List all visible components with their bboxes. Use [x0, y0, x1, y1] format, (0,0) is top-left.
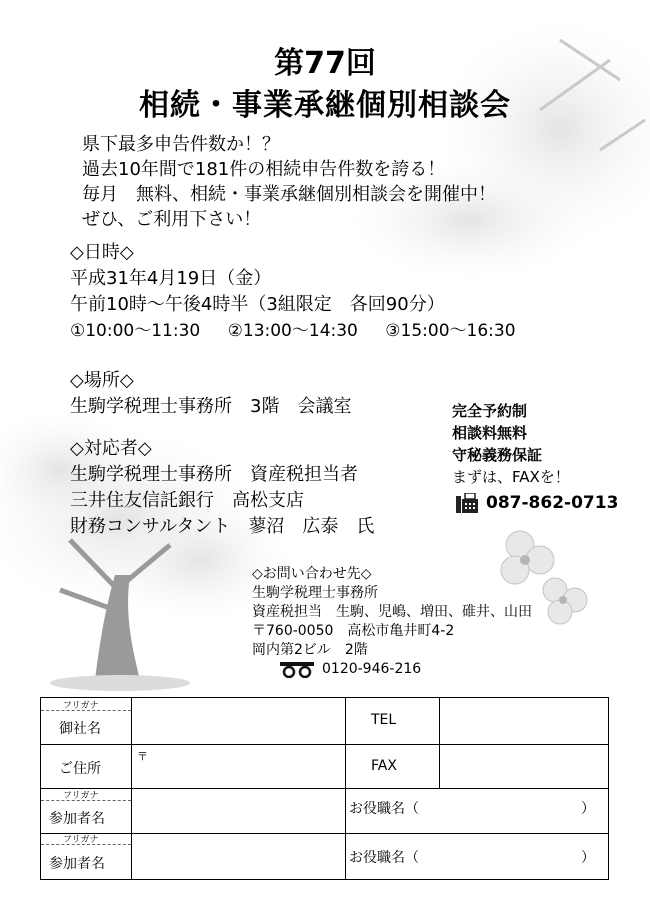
page-title-number: 第77回 [274, 46, 376, 81]
contact-section [252, 565, 532, 679]
intro-text [82, 132, 496, 232]
company-input[interactable] [132, 699, 344, 743]
note-line: 相談料無料 [452, 424, 528, 442]
postal-mark: 〒 [137, 750, 148, 763]
contact-line: 生駒学税理士事務所 [252, 585, 378, 601]
page-title: 相続・事業承継個別相談会 [139, 88, 511, 123]
company-label: 御社名 [59, 721, 101, 737]
free-dial-number: 0120-946-216 [322, 661, 422, 677]
fax-number-row [456, 493, 618, 513]
furigana-label: フリガナ [63, 835, 99, 845]
position-2-input[interactable] [441, 836, 579, 876]
time-slot: ①10:00～11:30 [70, 321, 201, 341]
time-slot: ③15:00～16:30 [385, 321, 516, 341]
furigana-label: フリガナ [63, 701, 99, 711]
position-label: お役職名（ [349, 801, 419, 817]
staff-item: 財務コンサルタント 蓼沼 広泰 氏 [70, 516, 375, 537]
fax-prompt: まずは、FAXを！ [452, 468, 570, 486]
intro-line: 毎月 無料、相続・事業承継個別相談会を開催中！ [82, 184, 496, 205]
place-heading: ◇場所◇ [70, 370, 134, 391]
fax-icon [456, 493, 478, 513]
position-close: ） [581, 801, 595, 817]
time-slots [70, 318, 538, 344]
intro-line: 過去10年間で181件の相続申告件数を誇る！ [82, 159, 446, 180]
free-dial-icon [280, 662, 314, 678]
intro-line: 県下最多申告件数か！？ [82, 134, 280, 155]
address-label: ご住所 [59, 761, 101, 777]
note-line: 守秘義務保証 [452, 446, 543, 464]
participant-label: 参加者名 [49, 856, 105, 872]
staff-item: 生駒学税理士事務所 資産税担当者 [70, 464, 358, 485]
place-value: 生駒学税理士事務所 3階 会議室 [70, 396, 352, 417]
position-1-input[interactable] [441, 790, 579, 830]
event-date: 平成31年4月19日（金） [70, 268, 272, 289]
reservation-notes [452, 400, 570, 488]
position-close: ） [581, 850, 595, 866]
participant-2-input[interactable] [132, 834, 344, 878]
address-input[interactable] [132, 745, 344, 787]
staff-item: 三井住友信託銀行 高松支店 [70, 490, 304, 511]
application-form [40, 697, 609, 880]
datetime-heading: ◇日時◇ [70, 242, 134, 263]
place-section [70, 368, 351, 420]
staff-section [70, 436, 374, 540]
position-label: お役職名（ [349, 850, 419, 866]
fax-number: 087-862-0713 [486, 493, 619, 513]
fax-input[interactable] [440, 745, 607, 787]
tel-input[interactable] [440, 699, 607, 743]
participant-1-input[interactable] [132, 789, 344, 832]
contact-line: 岡内第2ビル 2階 [252, 642, 368, 658]
contact-line: 〒760-0050 高松市亀井町4-2 [252, 623, 455, 639]
datetime-section [70, 240, 538, 344]
intro-line: ぜひ、ご利用下さい！ [82, 209, 262, 230]
fax-label: FAX [371, 758, 397, 774]
tel-label: TEL [371, 712, 397, 728]
note-line: 完全予約制 [452, 402, 528, 420]
contact-heading: ◇お問い合わせ先◇ [252, 566, 372, 582]
time-slot: ②13:00～14:30 [227, 321, 358, 341]
staff-heading: ◇対応者◇ [70, 438, 152, 459]
free-dial-row [252, 660, 532, 679]
contact-line: 資産税担当 生駒、児嶋、増田、碓井、山田 [252, 604, 532, 620]
furigana-label: フリガナ [63, 791, 99, 801]
participant-label: 参加者名 [49, 811, 105, 827]
event-hours: 午前10時～午後4時半（3組限定 各回90分） [70, 294, 445, 315]
